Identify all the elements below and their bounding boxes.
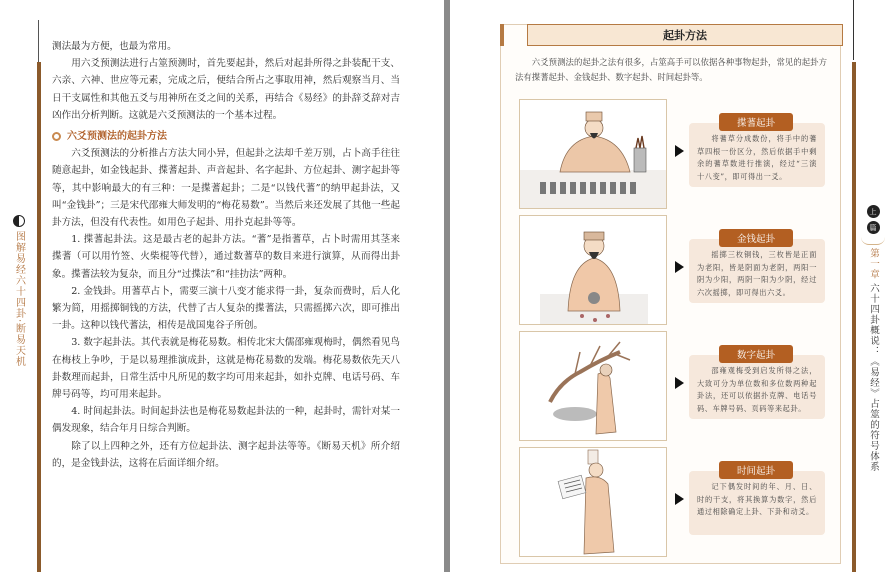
arrow-right-icon: [675, 493, 684, 505]
frame-tab: [500, 24, 504, 46]
cloud-ornament-icon: [861, 237, 885, 245]
margin-rule: [853, 0, 854, 60]
margin-rule-brown: [852, 62, 856, 572]
method-card: [689, 350, 825, 419]
method-description: 摇掷三枚铜钱，三枚皆是正面为老阳，皆是阴面为老阴，两阳一阴为少阳，两阴一阳为少阴，经过六次摇掷，即可得出六爻。: [697, 250, 817, 297]
chapter-label: 第一章: [868, 248, 879, 280]
chapter-title-vertical: 六十四卦概说：《易经》占筮的符号体系: [868, 282, 879, 472]
left-body-text: [52, 38, 400, 472]
method-row: [519, 331, 829, 441]
method-description: 邵雍观梅受到启发所得之法，大致可分为单位数和多位数两种起卦法，还可以依据扑克牌、电话号码、车牌号码、页码等来起卦。: [697, 366, 817, 413]
illustration-plum-tree: [519, 331, 667, 441]
illustration-coins: [519, 215, 667, 325]
box-intro: 六爻预测法的起卦之法有很多，占筮高手可以依据各种事物起卦，常见的起卦方法有揲蓍起卦、金钱起卦、数字起卦、时间起卦等。: [515, 57, 827, 82]
circle-bullet-icon: [52, 132, 61, 141]
paragraph: 4. 时间起卦法。时间起卦法也是梅花易数起卦法的一种，起卦时，需针对某一偶发现象，结合年月日综合判断。: [52, 406, 400, 435]
part-badge: 上: [867, 205, 880, 218]
method-row: [519, 215, 829, 325]
part-badge-2: 篇: [867, 221, 880, 234]
method-card: [689, 234, 825, 303]
left-page: [0, 0, 444, 572]
arrow-right-icon: [675, 377, 684, 389]
method-description: 记下偶发时间的年、月、日、时的干支，将其换算为数字，然后通过相除确定上卦、下卦和动爻。: [697, 482, 817, 516]
method-tag: 揲蓍起卦: [719, 113, 793, 131]
method-row: [519, 447, 829, 557]
paragraph: 六爻预测法的分析推占方法大同小异，但起卦之法却千差万别，占卜高手往往随意起卦，如金钱起卦、揲蓍起卦、声音起卦、名字起卦、方位起卦、测字起卦等等，其中影响最大的有三种：一是揲蓍起卦；二是“以钱代蓍”的纳甲起卦法，又叫“金钱卦”；三是宋代邵雍大师发明的“梅花易数”。当然后来还发展了其他一些起卦方法，但没有代表性。如用色子起卦、用扑克起卦等等。: [52, 148, 400, 229]
running-title-left: [8, 215, 30, 367]
paragraph: 2. 金钱卦。用蓍草占卜，需要三演十八变才能求得一卦，复杂而费时，后人化繁为简，用摇掷铜钱的方法，代替了古人复杂的揲蓍法，只需摇掷六次，即可推出一卦。这种以钱代蓍法，相传是战国鬼谷子所创。: [52, 285, 400, 332]
arrow-right-icon: [675, 261, 684, 273]
method-description: 将蓍草分成数份，将手中的蓍草四根一份区分，然后依据手中剩余的蓍草数进行推演，经过“三演十八变”，即可得出一爻。: [697, 134, 817, 181]
arrow-right-icon: [675, 145, 684, 157]
taiji-icon: [13, 215, 25, 227]
running-title-right: [860, 205, 886, 472]
section-heading: [52, 128, 400, 145]
margin-rule-brown: [37, 62, 41, 572]
paragraph: 测法最为方便，也最为常用。: [52, 41, 177, 52]
diagram-frame: [500, 24, 841, 564]
method-card: [689, 466, 825, 535]
method-tag: 数字起卦: [719, 345, 793, 363]
paragraph: 1. 揲蓍起卦法。这是最古老的起卦方法。“蓍”是指蓍草，占卜时需用其茎来揲蓍（可以用竹签、火柴棍等代替），通过数蓍草的数目来进行演算，从而得出卦象。揲蓍法较为复杂，而且分“过揲法”和“挂扐法”两种。: [52, 234, 400, 280]
method-row: [519, 99, 829, 209]
section-heading-text: 六爻预测法的起卦方法: [67, 131, 167, 143]
paragraph: 除了以上四种之外，还有方位起卦法、测字起卦法等等。《断易天机》所介绍的，是金钱卦法，这将在后面详细介绍。: [52, 440, 400, 469]
illustration-yarrow: [519, 99, 667, 209]
right-page: [450, 0, 891, 572]
method-card: [689, 118, 825, 187]
paragraph: 用六爻预测法进行占筮预测时，首先要起卦，然后对起卦所得之卦装配干支、六亲、六神、世应等元素，完成之后，便结合所占之事取用神，然后观察当月、当日干支属性和其他五爻与用神所在爻之间的关系，再结合《易经》的卦辞爻辞对吉凶作出分析判断。这就是六爻预测法的一个基本过程。: [52, 58, 400, 121]
book-title-vertical: 图解易经六十四卦·断易天机: [13, 231, 25, 368]
illustration-scroll-reader: [519, 447, 667, 557]
method-tag: 时间起卦: [719, 461, 793, 479]
margin-rule: [38, 20, 39, 66]
box-title: 起卦方法: [527, 24, 843, 46]
paragraph: 3. 数字起卦法。其代表就是梅花易数。相传北宋大儒邵雍观梅时，偶然看见鸟在梅枝上争吵，于是以易理推演成卦，这就是梅花易数的发端。梅花易数依先天八卦数理而起卦，日常生活中凡所见的数字均可用来起卦，如扑克牌、电话号码、车牌号码等，均可用来起卦。: [52, 337, 400, 401]
method-tag: 金钱起卦: [719, 229, 793, 247]
